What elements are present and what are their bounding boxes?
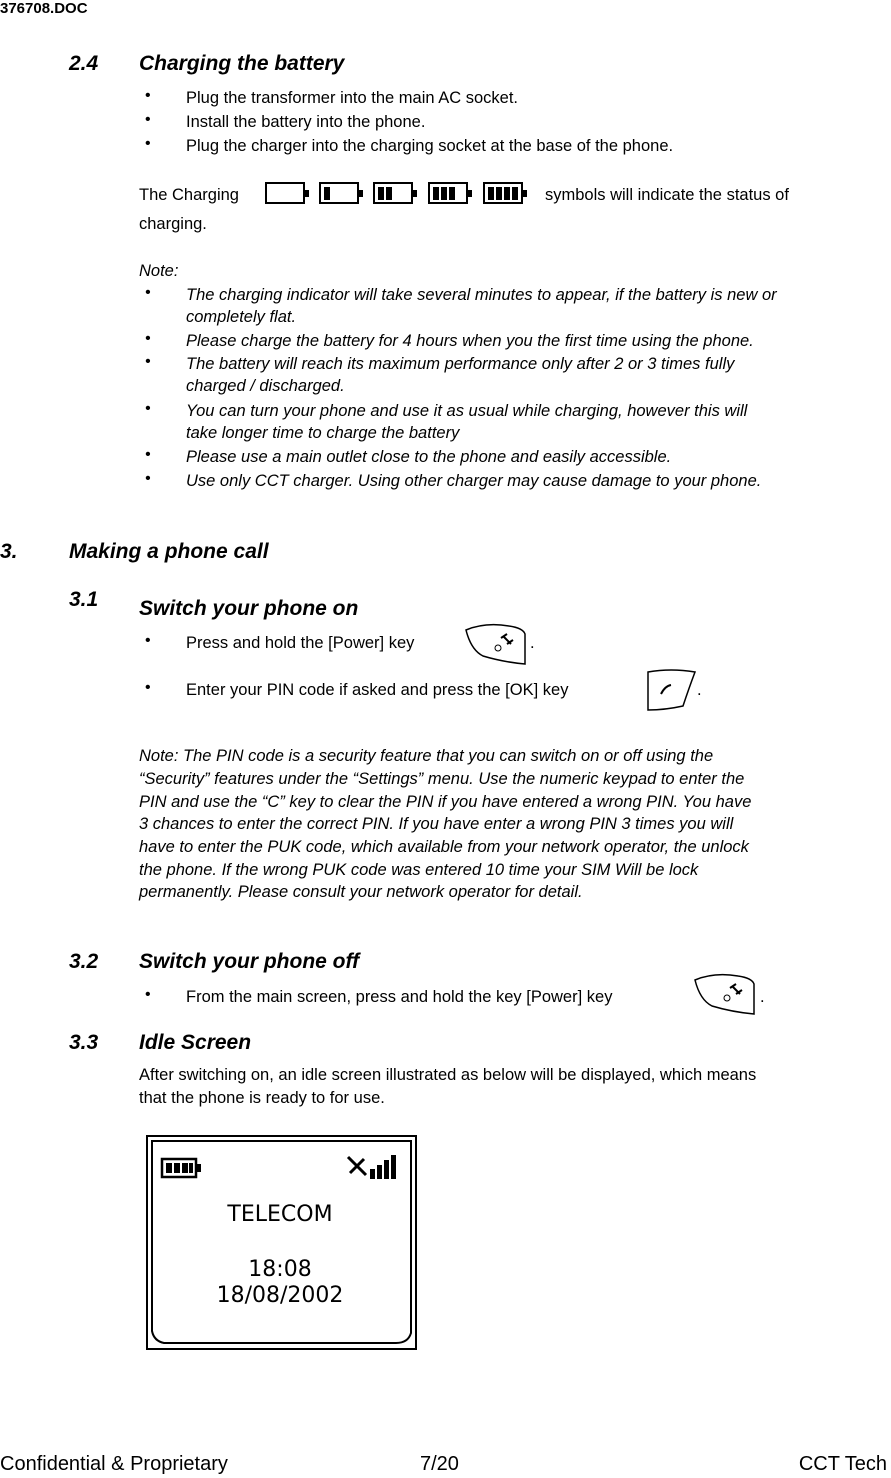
note-label: Note: [139,262,179,280]
power-on-instruction: Press and hold the [Power] key [186,634,415,652]
battery-three-bars-icon [428,182,468,204]
charging-symbols-suffix: symbols will indicate the status of [545,186,789,204]
power-off-instruction: From the main screen, press and hold the key [Power] key [186,988,613,1006]
footer-confidential: Confidential & Proprietary [0,1453,228,1475]
pin-note-line-6: the phone. If the wrong PUK code was entered 10 time your SIM Will be lock [139,861,699,879]
battery-one-bar-icon [319,182,359,204]
pin-note-line-5: have to enter the PUK code, which available from your network operator, the unlock [139,838,749,856]
power-key-icon [692,970,758,1016]
pin-note-line-7: permanently. Please consult your network operator for detail. [139,883,583,901]
pin-note-line-3: PIN and use the “C” key to clear the PIN if you have entered a wrong PIN. You have [139,793,752,811]
bullet-dot: • [145,135,151,152]
idle-screen-desc-line-1: After switching on, an idle screen illustrated as below will be displayed, which means [139,1066,757,1084]
screen-battery-icon [162,1159,201,1177]
power-key-icon [463,620,529,666]
battery-two-bars-icon [373,182,413,204]
section-3-1-title: Switch your phone on [139,597,359,620]
section-3-3-number: 3.3 [69,1031,99,1054]
screen-operator-name: TELECOM [227,1202,333,1227]
section-2-4-title: Charging the battery [139,52,345,75]
section-3-title: Making a phone call [69,540,269,563]
charging-step-3: Plug the charger into the charging socket at the base of the phone. [186,137,674,155]
pin-note-line-1: Note: The PIN code is a security feature that you can switch on or off using the [139,747,714,765]
bullet-dot: • [145,400,151,417]
bullet-dot: • [145,87,151,104]
note-1-line-2: completely flat. [186,308,297,326]
period: . [760,988,765,1006]
footer-company: CCT Tech [798,1453,887,1475]
bullet-dot: • [145,330,151,347]
idle-screen-desc-line-2: that the phone is ready to for use. [139,1089,385,1107]
section-3-2-title: Switch your phone off [139,950,360,973]
screen-time: 18:08 [248,1257,312,1282]
note-1-line-1: The charging indicator will take several minutes to appear, if the battery is new or [186,286,777,304]
note-4-line-1: You can turn your phone and use it as usual while charging, however this will [186,402,748,420]
section-3-2-number: 3.2 [69,950,99,973]
bullet-dot: • [145,986,151,1003]
bullet-dot: • [145,632,151,649]
bullet-dot: • [145,446,151,463]
bullet-dot: • [145,111,151,128]
document-id: 376708.DOC [0,0,88,17]
battery-full-icon [483,182,523,204]
charging-symbols-line2: charging. [139,215,207,233]
section-3-number: 3. [0,540,18,563]
note-3-line-1: The battery will reach its maximum performance only after 2 or 3 times fully [186,355,735,373]
pin-entry-instruction: Enter your PIN code if asked and press the [OK] key [186,681,569,699]
screen-date: 18/08/2002 [216,1283,344,1308]
period: . [697,681,702,699]
footer-page-number: 7/20 [420,1453,459,1475]
pin-note-line-2: “Security” features under the “Settings” menu. Use the numeric keypad to enter the [139,770,745,788]
section-3-1-number: 3.1 [69,588,99,611]
idle-screen-illustration [146,1135,417,1350]
ok-key-icon [645,668,697,712]
note-2-line-1: Please charge the battery for 4 hours when you the first time using the phone. [186,332,754,350]
bullet-dot: • [145,284,151,301]
charging-symbols-prefix: The Charging [139,186,239,204]
note-3-line-2: charged / discharged. [186,377,345,395]
bullet-dot: • [145,679,151,696]
note-5-line-1: Please use a main outlet close to the phone and easily accessible. [186,448,672,466]
note-4-line-2: take longer time to charge the battery [186,424,460,442]
note-6-line-1: Use only CCT charger. Using other charger may cause damage to your phone. [186,472,762,490]
period: . [530,634,535,652]
pin-note-line-4: 3 chances to enter the correct PIN. If you have enter a wrong PIN 3 times you will [139,815,734,833]
bullet-dot: • [145,353,151,370]
bullet-dot: • [145,470,151,487]
section-2-4-number: 2.4 [69,52,99,75]
charging-step-2: Install the battery into the phone. [186,113,426,131]
battery-empty-icon [265,182,305,204]
section-3-3-title: Idle Screen [139,1031,252,1054]
charging-step-1: Plug the transformer into the main AC socket. [186,89,518,107]
